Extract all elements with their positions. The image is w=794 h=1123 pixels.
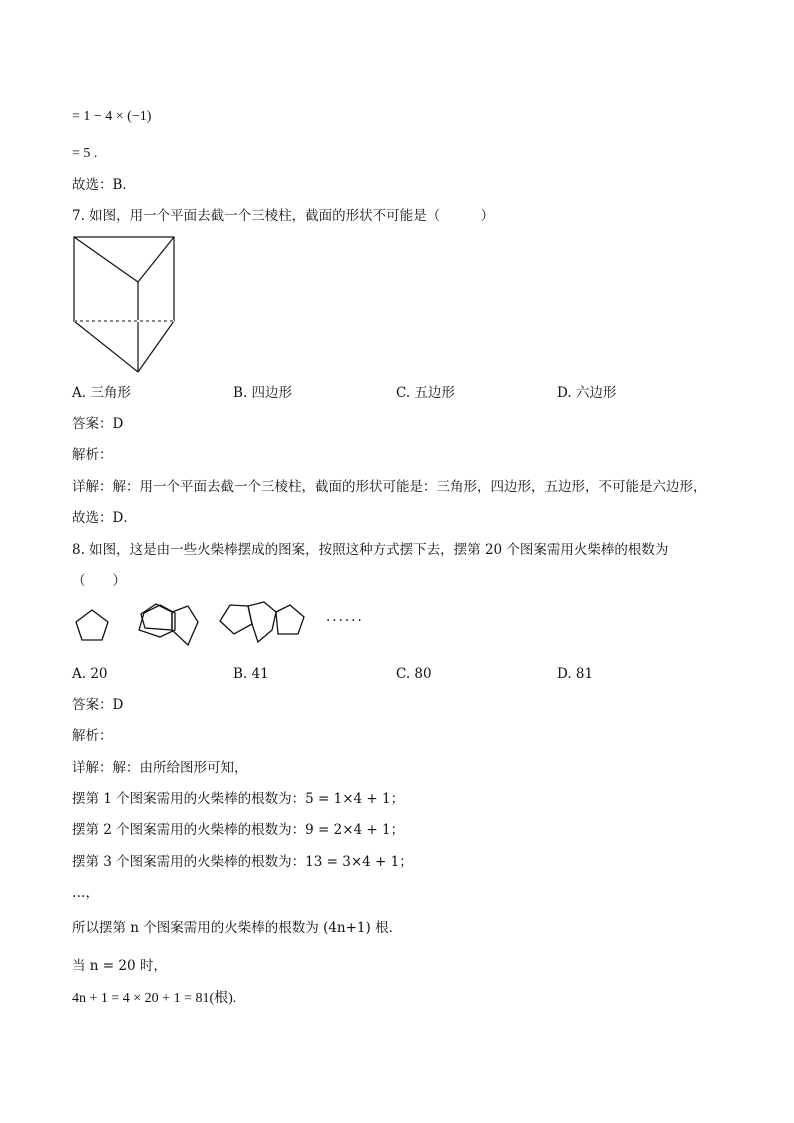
pattern-1-pentagon — [76, 610, 108, 640]
q8-answer: 答案：D — [72, 697, 124, 713]
final-calculation: 4n + 1 = 4 × 20 + 1 = 81(根). — [72, 991, 237, 1006]
pattern-2-left — [139, 605, 175, 637]
question-8-paren: （ ） — [72, 573, 126, 589]
pattern-3-pentagon-a — [220, 605, 252, 634]
substitution-condition: 当 n = 20 时， — [72, 958, 167, 974]
q8-option-b: B. 41 — [233, 666, 269, 682]
q7-option-d: D. 六边形 — [557, 385, 617, 401]
continuation-dots: ······ — [326, 613, 364, 629]
pattern-3-pentagon-b — [248, 602, 276, 642]
q7-option-c: C. 五边形 — [396, 385, 455, 401]
equation-line-2: = 5 . — [72, 146, 98, 161]
q7-analysis-label: 解析： — [72, 447, 113, 463]
pattern-2-pentagon-a — [141, 604, 172, 630]
q7-option-b: B. 四边形 — [233, 385, 293, 401]
answer-choice-b: 故选：B． — [72, 177, 136, 193]
general-formula: 所以摆第 n 个图案需用的火柴棒的根数为 (4n+1) 根． — [72, 920, 403, 936]
q8-option-d: D. 81 — [557, 666, 594, 682]
step-2: 摆第 2 个图案需用的火柴棒的根数为：9 = 2×4 + 1； — [72, 822, 405, 838]
q7-conclusion: 故选：D． — [72, 510, 137, 526]
equation-line-1: = 1 − 4 × (−1) — [72, 109, 152, 124]
q8-detail: 详解：解：由所给图形可知， — [72, 760, 248, 776]
step-1: 摆第 1 个图案需用的火柴棒的根数为：5 = 1×4 + 1； — [72, 791, 405, 807]
pattern-3-pentagon-c — [276, 605, 304, 634]
q7-option-a: A. 三角形 — [72, 385, 131, 401]
q7-answer: 答案：D — [72, 416, 124, 432]
q7-detail: 详解：解：用一个平面去截一个三棱柱，截面的形状可能是：三角形，四边形，五边形，不可能是六边形， — [72, 479, 707, 495]
q8-analysis-label: 解析： — [72, 728, 113, 744]
question-7: 7. 如图，用一个平面去截一个三棱柱，截面的形状不可能是（ ） — [72, 208, 495, 224]
q8-option-c: C. 80 — [396, 666, 432, 682]
q8-option-a: A. 20 — [72, 666, 108, 682]
step-ellipsis: …， — [72, 885, 99, 901]
step-3: 摆第 3 个图案需用的火柴棒的根数为：13 = 3×4 + 1； — [72, 854, 413, 870]
question-8: 8. 如图，这是由一些火柴棒摆成的图案，按照这种方式摆下去，摆第 20 个图案需用火柴棒的根数为 — [72, 542, 669, 558]
pattern-2-pentagon-b — [172, 606, 198, 645]
